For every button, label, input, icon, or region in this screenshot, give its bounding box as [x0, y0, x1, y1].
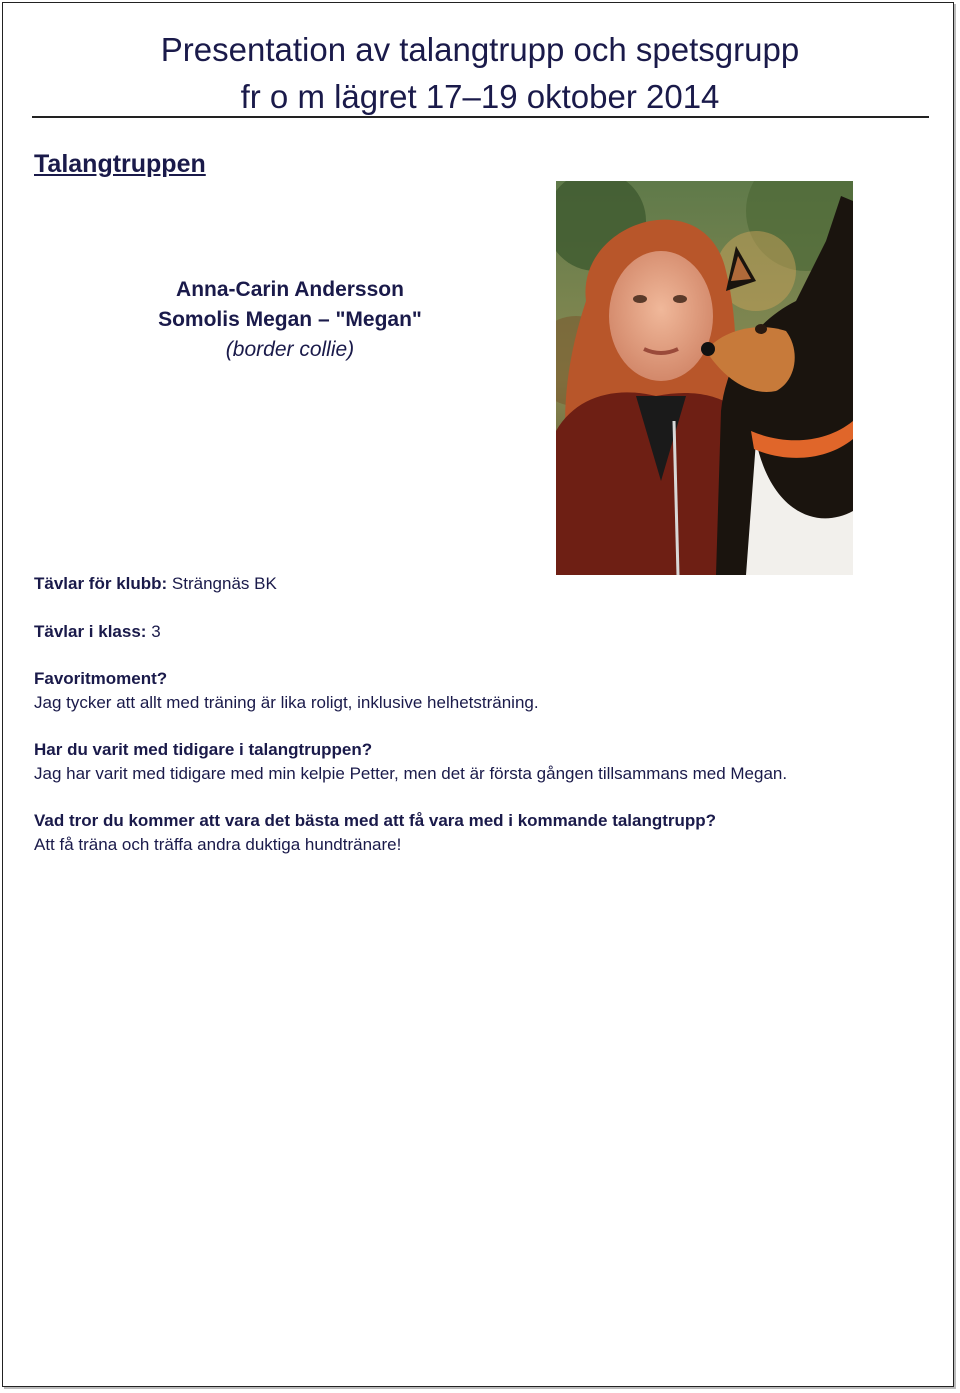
class-line — [34, 620, 161, 644]
qa-question: Vad tror du kommer att vara det bästa med att få vara med i kommande talangtrupp? — [34, 811, 717, 830]
participant-block — [90, 275, 490, 365]
club-value: Strängnäs BK — [171, 574, 277, 593]
handler-name: Anna-Carin Andersson — [176, 278, 404, 301]
title-line-1: Presentation av talangtrupp och spetsgrupp — [160, 31, 800, 68]
qa-item — [34, 809, 716, 857]
title-divider — [32, 116, 929, 118]
qa-answer: Jag tycker att allt med träning är lika roligt, inklusive helhetsträning. — [34, 693, 539, 712]
class-value: 3 — [151, 622, 161, 641]
qa-item — [34, 667, 539, 715]
club-line — [34, 572, 277, 596]
qa-question: Har du varit med tidigare i talangtruppen? — [34, 740, 373, 759]
dog-name: Somolis Megan – "Megan" — [158, 308, 422, 331]
qa-item — [34, 738, 787, 786]
qa-answer: Att få träna och träffa andra duktiga hundtränare! — [34, 835, 402, 854]
page-title — [0, 26, 960, 120]
qa-question: Favoritmoment? — [34, 669, 168, 688]
club-label: Tävlar för klubb: — [34, 574, 168, 593]
participant-photo — [556, 181, 853, 575]
qa-answer: Jag har varit med tidigare med min kelpie Petter, men det är första gången tillsammans med Megan. — [34, 764, 788, 783]
dog-breed: (border collie) — [225, 338, 355, 361]
title-line-2: fr o m lägret 17–19 oktober 2014 — [240, 78, 720, 115]
section-heading: Talangtruppen — [34, 150, 206, 178]
class-label: Tävlar i klass: — [34, 622, 147, 641]
